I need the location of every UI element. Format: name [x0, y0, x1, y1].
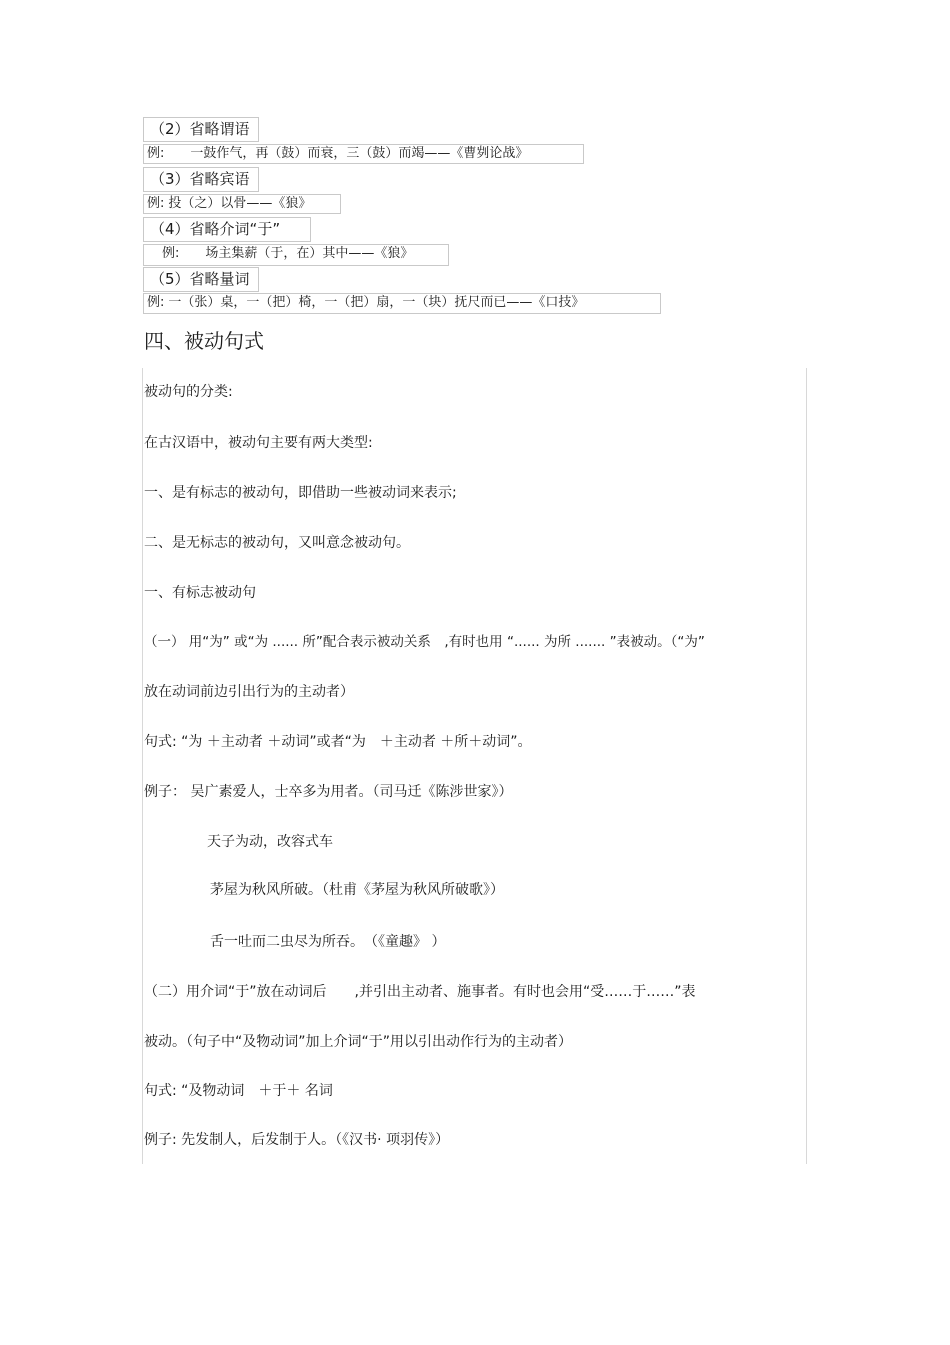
section-title: 四、被动句式 [144, 329, 264, 353]
example-text: 一鼓作气，再（鼓）而衰，三（鼓）而竭——《曹刿论战》 [190, 146, 529, 161]
text-line: 在古汉语中，被动句主要有两大类型: [144, 435, 373, 451]
omission-example-5 [143, 293, 661, 314]
text-line: 二、是无标志的被动句，又叫意念被动句。 [144, 535, 410, 551]
omission-example-4 [143, 244, 449, 266]
example-text: 一（张）桌，一（把）椅，一（把）扇，一（块）抚尺而已——《口技》 [168, 295, 585, 310]
omission-heading-4: （4）省略介词“于” [143, 217, 311, 242]
text-line: 舌一吐而二虫尽为所吞。 （《童趣》 ） [210, 934, 446, 950]
text-line: 句式: “为 ＋主动者 ＋动词”或者“为 ＋主动者 ＋所＋动词”。 [144, 734, 532, 750]
example-prefix: 例: [162, 246, 180, 261]
omission-example-2 [143, 144, 584, 164]
example-prefix: 例: [147, 196, 165, 211]
text-line: 被动。（句子中“及物动词”加上介词“于”用以引出动作行为的主动者） [144, 1034, 573, 1050]
text-line: 放在动词前边引出行为的主动者） [144, 684, 354, 700]
omission-heading-5: （5）省略量词 [143, 267, 259, 292]
text-line: 例子： 吴广素爱人，士卒多为用者。（司马迁《陈涉世家》） [144, 784, 513, 800]
text-line: 茅屋为秋风所破。（杜甫《茅屋为秋风所破歌》） [210, 882, 504, 898]
text-line: 一、是有标志的被动句，即借助一些被动词来表示; [144, 485, 457, 501]
omission-heading-2: （2）省略谓语 [143, 117, 259, 142]
example-prefix: 例: [147, 146, 165, 161]
text-line: （一） 用“为” 或“为 ...... 所”配合表示被动关系 ,有时也用 “...... 为所 ....... ”表被动。（“为” [144, 634, 705, 650]
text-line: 例子: 先发制人，后发制于人。（《汉书· 项羽传》） [144, 1132, 450, 1148]
example-prefix: 例: [147, 295, 165, 310]
text-line: 一、有标志被动句 [144, 585, 256, 601]
text-line: 被动句的分类: [144, 384, 233, 400]
omission-example-3 [143, 194, 341, 214]
example-text: 场主集薪（于，在）其中——《狼》 [205, 246, 414, 261]
omission-heading-3: （3）省略宾语 [143, 167, 259, 192]
text-line: 天子为动，改容式车 [207, 834, 333, 850]
text-line: 句式: “及物动词 ＋于＋ 名词 [144, 1083, 333, 1099]
text-line: （二）用介词“于”放在动词后 ,并引出主动者、施事者。有时也会用“受……于……”表 [144, 984, 696, 1000]
example-text: 投（之）以骨——《狼》 [168, 196, 312, 211]
